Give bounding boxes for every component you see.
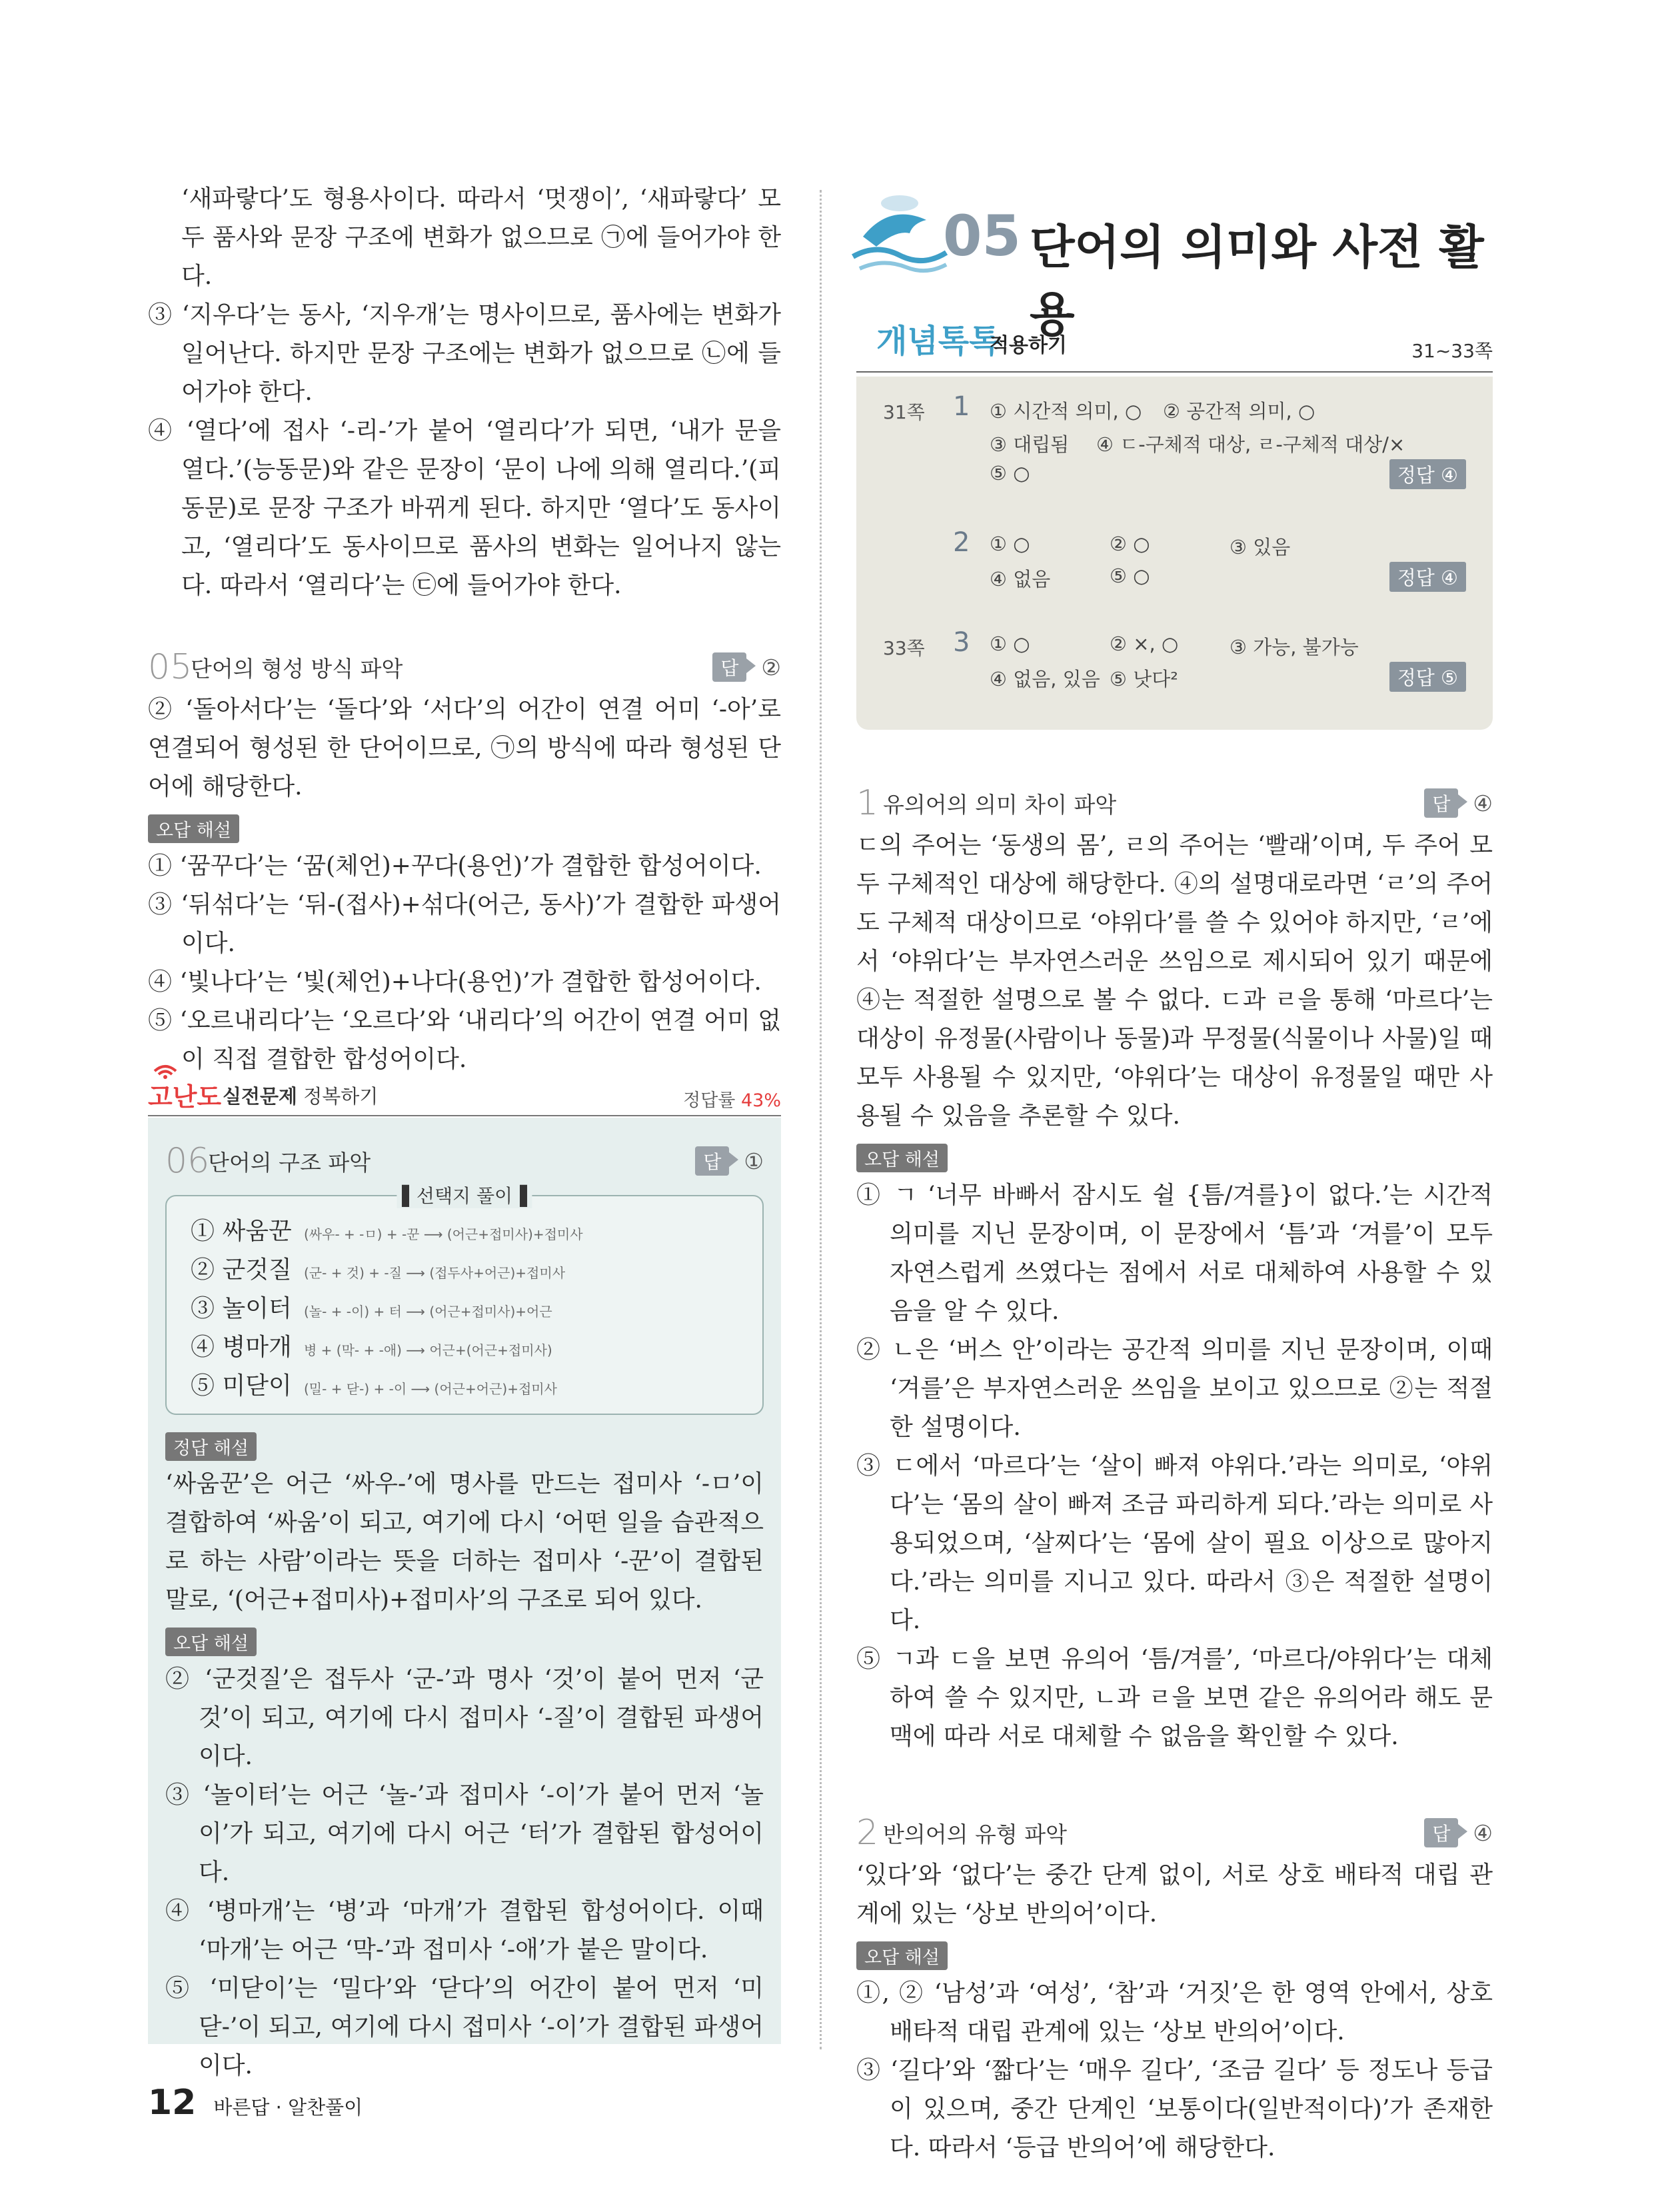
question-06-header bbox=[165, 1138, 764, 1184]
list-item: ⑤ ㄱ과 ㄷ을 보면 유의어 ‘틈/겨를’, ‘마르다/야위다’는 대체하여 쓸 수 있지만, ㄴ과 ㄹ을 보면 같은 유의어라 해도 문맥에 따라 서로 대체할 수 없음을 확인할 수 있다. bbox=[856, 1646, 1493, 1750]
question-number: 05 bbox=[148, 647, 193, 687]
explanation-text: ㄷ의 주어는 ‘동생의 몸’, ㄹ의 주어는 ‘빨래’이며, 두 주어 모두 구체적인 대상에 해당한다. ④의 설명대로라면 ‘ㄹ’의 주어도 구체적 대상이므로 ‘야위다’를 쓸 수 있어야 하지만, ‘ㄹ’에서 ‘야위다’는 부자연스러운 쓰임으로 제시되어 있기 때문에 ④는 적절한 설명으로 볼 수 없다. ㄷ과 ㄹ을 통해 ‘마르다’는 대상이 유정물(사람이나 동물)과 무정물(식물이나 사물)일 때 모두 사용될 수 있지만, ‘야위다’는 대상이 유정물일 때만 사용될 수 있음을 추론할 수 있다. bbox=[856, 832, 1493, 1130]
concept-number: 1 bbox=[953, 391, 970, 422]
concept-line: ④ ㄷ-구체적 대상, ㄹ-구체적 대상/× bbox=[1096, 433, 1405, 456]
question-title: 반의어의 유형 파악 bbox=[883, 1821, 1068, 1847]
concept-line: ⑤ ○ bbox=[1110, 564, 1150, 587]
hard-title: 실전문제 bbox=[223, 1085, 298, 1108]
left-column bbox=[148, 180, 781, 1079]
hard-logo: 고난도 bbox=[148, 1082, 222, 1112]
wrong-explanation-tag: 오답 해설 bbox=[148, 814, 239, 843]
wrong-explanation-tag: 오답 해설 bbox=[165, 1628, 257, 1656]
list-item: ④ ‘병마개’는 ‘병’과 ‘마개’가 결합된 합성어이다. 이때 ‘마개’는 어근 ‘막-’과 접미사 ‘-애’가 붙은 말이다. bbox=[165, 1897, 764, 1963]
concept-line: ② ○ bbox=[1110, 533, 1150, 555]
list-item: ③ ‘길다’와 ‘짧다’는 ‘매우 길다’, ‘조금 길다’ 등 정도나 등급이 있으며, 중간 단계인 ‘보통이다(일반적이다)’가 존재한다. 따라서 ‘등급 반의어’에 해당한다. bbox=[856, 2057, 1493, 2161]
list-item: ④ ‘열다’에 접사 ‘-리-’가 붙어 ‘열리다’가 되면, ‘내가 문을 열다.’(능동문)와 같은 문장이 ‘문이 나에 의해 열리다.’(피동문)로 문장 구조가 바뀌게 된다. 하지만 ‘열다’도 동사이고, ‘열리다’도 동사이므로 품사의 변화는 일어나지 않는다. 따라서 ‘열리다’는 ㉢에 들어가야 한다. bbox=[148, 417, 781, 599]
concept-line: ④ 없음 bbox=[990, 568, 1051, 590]
list-item: ⑤ ‘미닫이’는 ‘밀다’와 ‘닫다’의 어간이 붙어 먼저 ‘미닫-’이 되고, 여기에 다시 접미사 ‘-이’가 결합된 파생어이다. bbox=[165, 1975, 764, 2079]
choice-structure: 병 + (막- + -애) ⟶ 어근+(어근+접미사) bbox=[304, 1342, 552, 1358]
header-rule bbox=[148, 1115, 781, 1116]
concept-line: ④ 없음, 있음 bbox=[990, 668, 1100, 690]
answer-badge: 답 bbox=[695, 1146, 729, 1176]
concept-answer: 정답 ⑤ bbox=[1389, 662, 1466, 692]
concept-pages: 31~33쪽 bbox=[1411, 340, 1493, 362]
question-title: 단어의 구조 파악 bbox=[208, 1149, 371, 1176]
answer-label bbox=[1424, 788, 1493, 818]
wrong-explanation-tag: 오답 해설 bbox=[856, 1144, 948, 1172]
answer-badge: 답 bbox=[712, 652, 746, 682]
answer-value: ② bbox=[761, 654, 781, 680]
choice-structure: (군- + 것) + -질 ⟶ (접두사+어근)+접미사 bbox=[304, 1265, 566, 1281]
choice-row bbox=[191, 1212, 583, 1246]
chapter-number: 05 bbox=[943, 203, 1021, 269]
choice-word: ③ 놀이터 bbox=[191, 1295, 292, 1322]
choice-word: ① 싸움꾼 bbox=[191, 1218, 292, 1245]
page-footer bbox=[148, 2083, 363, 2123]
concept-line: ① 시간적 의미, ○ bbox=[990, 400, 1142, 423]
choice-row bbox=[191, 1328, 552, 1362]
list-item: ③ ‘놀이터’는 어근 ‘놀-’과 접미사 ‘-이’가 붙어 먼저 ‘놀이’가 되고, 여기에 다시 어근 ‘터’가 결합된 합성어이다. bbox=[165, 1781, 764, 1886]
footer-text: 바른답 · 알찬풀이 bbox=[213, 2096, 363, 2119]
concept-line: ⑤ 낫다² bbox=[1110, 668, 1178, 690]
answer-badge: 답 bbox=[1424, 788, 1458, 818]
list-item: ③ ‘지우다’는 동사, ‘지우개’는 명사이므로, 품사에는 변화가 일어난다. 하지만 문장 구조에는 변화가 없으므로 ㉡에 들어가야 한다. bbox=[148, 301, 781, 406]
page-number: 12 bbox=[148, 2083, 197, 2123]
wrong-explanation-tag: 오답 해설 bbox=[856, 1941, 948, 1970]
question-1-header bbox=[856, 780, 1493, 826]
dolphin-icon bbox=[850, 183, 950, 277]
choice-structure: (놀- + -이) + 터 ⟶ (어근+접미사)+어근 bbox=[304, 1304, 552, 1320]
concept-answer: 정답 ④ bbox=[1389, 459, 1466, 489]
concept-page: 31쪽 bbox=[883, 401, 925, 423]
concept-line: ② 공간적 의미, ○ bbox=[1163, 400, 1315, 423]
concept-line: ③ 있음 bbox=[1230, 536, 1291, 558]
answer-value: ④ bbox=[1473, 1819, 1493, 1846]
list-item: ① ‘꿈꾸다’는 ‘꿈(체언)+꾸다(용언)’가 결합한 합성어이다. bbox=[148, 852, 762, 880]
concept-body bbox=[856, 377, 1493, 730]
hard-title2: 정복하기 bbox=[303, 1085, 379, 1108]
correct-explanation-tag: 정답 해설 bbox=[165, 1432, 257, 1461]
concept-line: ⑤ ○ bbox=[990, 462, 1030, 485]
choice-word: ⑤ 미닫이 bbox=[191, 1372, 292, 1400]
list-item: ⑤ ‘오르내리다’는 ‘오르다’와 ‘내리다’의 어간이 연결 어미 없이 직접 결합한 합성어이다. bbox=[148, 1007, 781, 1073]
list-item: ① ㄱ ‘너무 바빠서 잠시도 쉴 {틈/겨를}이 없다.’는 시간적 의미를 지닌 문장이며, 이 문장에서 ‘틈’과 ‘겨를’이 모두 자연스럽게 쓰였다는 점에서 서로 대체하여 사용할 수 있음을 알 수 있다. bbox=[856, 1182, 1493, 1325]
concept-line: ② ×, ○ bbox=[1110, 632, 1179, 655]
answer-value: ④ bbox=[1473, 790, 1493, 816]
correct-rate bbox=[683, 1086, 781, 1112]
question-2-header bbox=[856, 1809, 1493, 1856]
concept-logo: 개념톡톡 bbox=[876, 323, 1000, 360]
answer-badge: 답 bbox=[1424, 1818, 1458, 1847]
chapter-title: 단어의 의미와 사전 활용 bbox=[1030, 220, 1484, 342]
question-title: 유의어의 의미 차이 파악 bbox=[883, 791, 1117, 818]
concept-number: 2 bbox=[953, 527, 970, 558]
answer-label bbox=[1424, 1818, 1493, 1847]
choice-structure: (싸우- + -ㅁ) + -꾼 ⟶ (어근+접미사)+접미사 bbox=[304, 1226, 583, 1242]
column-divider bbox=[820, 190, 822, 2049]
choice-analysis-box bbox=[165, 1185, 764, 1415]
explanation-text: ‘있다’와 ‘없다’는 중간 단계 없이, 서로 상호 배타적 대립 관계에 있는 ‘상보 반의어’이다. bbox=[856, 1861, 1493, 1927]
hard-subtitle bbox=[223, 1082, 378, 1109]
concept-answer: 정답 ④ bbox=[1389, 562, 1466, 592]
list-item: ④ ‘빛나다’는 ‘빛(체언)+나다(용언)’가 결합한 합성어이다. bbox=[148, 968, 762, 996]
question-number: 06 bbox=[165, 1141, 210, 1181]
list-item: ③ ㄷ에서 ‘마르다’는 ‘살이 빠져 야위다.’라는 의미로, ‘야위다’는 ‘몸의 살이 빠져 조금 파리하게 되다.’라는 의미로 사용되었으며, ‘살찌다’는 ‘몸에 살이 필요 이상으로 많아지다.’라는 의미를 지니고 있다. 따라서 ③은 적절한 설명이다. bbox=[856, 1452, 1493, 1634]
choice-row bbox=[191, 1367, 557, 1401]
choice-structure: (밀- + 닫-) + -이 ⟶ (어근+어근)+접미사 bbox=[304, 1381, 557, 1397]
question-title: 단어의 형성 방식 파악 bbox=[191, 655, 403, 682]
question-number: 1 bbox=[856, 783, 879, 823]
list-item: ② ‘군것질’은 접두사 ‘군-’과 명사 ‘것’이 붙어 먼저 ‘군것’이 되고, 여기에 다시 접미사 ‘-질’이 결합된 파생어이다. bbox=[165, 1665, 764, 1770]
list-item: ② ㄴ은 ‘버스 안’이라는 공간적 의미를 지닌 문장이며, 이때 ‘겨를’은 부자연스러운 쓰임을 보이고 있으므로 ②는 적절한 설명이다. bbox=[856, 1336, 1493, 1441]
hard-problem-header bbox=[148, 1076, 781, 1116]
explanation-text: ‘싸움꾼’은 어근 ‘싸우-’에 명사를 만드는 접미사 ‘-ㅁ’이 결합하여 ‘싸움’이 되고, 여기에 다시 ‘어떤 일을 습관적으로 하는 사람’이라는 뜻을 더하는 접미사 ‘-꾼’이 결합된 말로, ‘(어근+접미사)+접미사’의 구조로 되어 있다. bbox=[165, 1470, 764, 1614]
choice-word: ② 군것질 bbox=[191, 1256, 292, 1284]
choice-analysis-label: ▌선택지 풀이▐ bbox=[397, 1182, 532, 1208]
concept-line: ① ○ bbox=[990, 533, 1030, 555]
rate-value: 43% bbox=[740, 1090, 781, 1111]
concept-line: ③ 가능, 불가능 bbox=[1230, 636, 1359, 658]
answer-label bbox=[695, 1146, 764, 1176]
answer-value: ① bbox=[744, 1148, 764, 1174]
question-05-header bbox=[148, 644, 781, 690]
continued-paragraph: ‘새파랗다’도 형용사이다. 따라서 ‘멋쟁이’, ‘새파랗다’ 모두 품사와 문장 구조에 변화가 없으므로 ㉠에 들어가야 한다. bbox=[181, 185, 781, 290]
answer-label bbox=[712, 652, 781, 682]
rate-label: 정답률 bbox=[683, 1090, 736, 1111]
choice-row bbox=[191, 1290, 552, 1324]
choice-row bbox=[191, 1251, 565, 1285]
concept-page: 33쪽 bbox=[883, 637, 925, 659]
right-column bbox=[856, 780, 1493, 2167]
choice-word: ④ 병마개 bbox=[191, 1334, 292, 1361]
concept-line: ① ○ bbox=[990, 632, 1030, 655]
concept-line: ③ 대립됨 bbox=[990, 433, 1070, 456]
concept-subtitle: 적용하기 bbox=[990, 334, 1067, 357]
explanation-text: ② ‘돌아서다’는 ‘돌다’와 ‘서다’의 어간이 연결 어미 ‘-아’로 연결되어 형성된 한 단어이므로, ㉠의 방식에 따라 형성된 단어에 해당한다. bbox=[148, 696, 781, 800]
concept-rule bbox=[856, 371, 1493, 373]
hard-problem-box bbox=[148, 1118, 781, 2079]
concept-number: 3 bbox=[953, 627, 970, 658]
list-item: ①, ② ‘남성’과 ‘여성’, ‘참’과 ‘거짓’은 한 영역 안에서, 상호 배타적 대립 관계에 있는 ‘상보 반의어’이다. bbox=[856, 1979, 1493, 2045]
list-item: ③ ‘뒤섞다’는 ‘뒤-(접사)+섞다(어근, 동사)’가 결합한 파생어이다. bbox=[148, 891, 781, 957]
concept-box bbox=[856, 310, 1493, 730]
question-number: 2 bbox=[856, 1813, 879, 1853]
